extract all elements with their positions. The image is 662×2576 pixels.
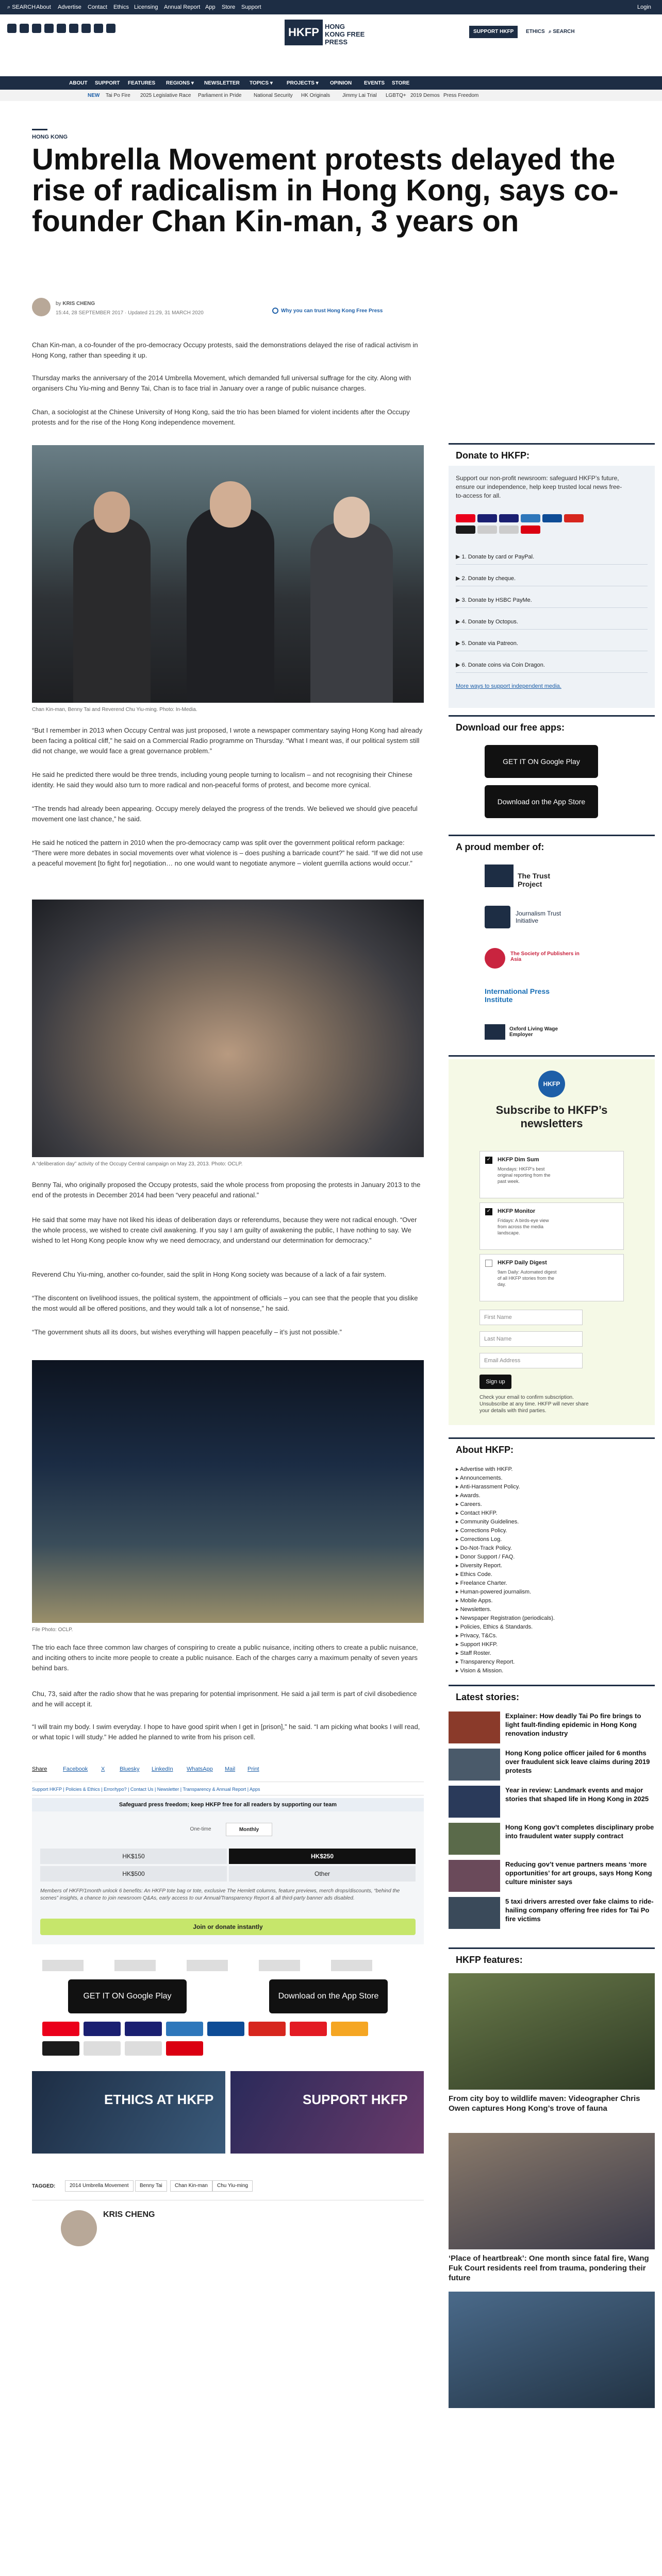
trust-icon: [272, 308, 278, 314]
nav-item-features[interactable]: FEATURES: [128, 80, 156, 86]
story-thumbnail[interactable]: [449, 1786, 500, 1818]
app-store-badge[interactable]: Download on the App Store: [485, 785, 598, 818]
nav-item-newsletter[interactable]: NEWSLETTER: [204, 80, 240, 86]
about-link[interactable]: ▸ Community Guidelines.: [456, 1519, 519, 1525]
topbar-licensing[interactable]: Licensing: [134, 4, 158, 10]
about-link[interactable]: ▸ Support HKFP.: [456, 1641, 498, 1648]
nav-item-store[interactable]: STORE: [392, 80, 410, 86]
features-title: HKFP features:: [456, 1955, 523, 1965]
trust-project-logo[interactable]: [485, 865, 514, 887]
share-facebook[interactable]: Facebook: [63, 1766, 88, 1772]
living-wage-logo[interactable]: [331, 1960, 372, 1971]
about-link[interactable]: ▸ Freelance Charter.: [456, 1580, 507, 1586]
paragraph: Chan Kin-man, a co-founder of the pro-democracy Occupy protests, said the demonstrations delayed the rise of radical activism in Hong Kong, rather than speeding it up.: [32, 341, 418, 359]
patreon-icon: [42, 2041, 79, 2056]
trending-item[interactable]: 2019 Demos: [410, 93, 440, 98]
amount-option[interactable]: HK$500: [40, 1866, 227, 1882]
visa-icon: [499, 514, 519, 522]
about-link[interactable]: ▸ Contact HKFP.: [456, 1510, 498, 1516]
story-headline[interactable]: Reducing gov’t venue partners means ‘more opportunities’ for art groups, says Hong Kong culture minister says: [505, 1860, 652, 1886]
about-link[interactable]: ▸ Announcements.: [456, 1475, 503, 1481]
patreon-icon: [456, 526, 475, 534]
story-thumbnail[interactable]: [449, 1749, 500, 1781]
signup-button[interactable]: Sign up: [479, 1375, 511, 1389]
trust-link[interactable]: Why you can trust Hong Kong Free Press: [281, 308, 383, 314]
story-thumbnail[interactable]: [449, 1860, 500, 1892]
story-headline[interactable]: Hong Kong gov’t completes disciplinary probe into fraudulent water supply contract: [505, 1823, 654, 1840]
trending-item[interactable]: Press Freedom: [443, 93, 479, 98]
topbar-contact[interactable]: Contact: [88, 4, 107, 10]
topbar-login[interactable]: Login: [637, 4, 651, 10]
paragraph: Chan, a sociologist at the Chinese University of Hong Kong, said the trio has been blamed for violent incidents after the Occupy protests and for the rise of the Hong Kong independence movement.: [32, 408, 410, 426]
author-footer-avatar[interactable]: [61, 2210, 97, 2246]
mastercard-icon: [456, 514, 475, 522]
story-thumbnail[interactable]: [449, 1823, 500, 1855]
about-title: About HKFP:: [456, 1445, 514, 1455]
payment-methods: [32, 2022, 424, 2058]
member-name[interactable]: The Trust Project: [518, 872, 551, 888]
author-footer-name[interactable]: KRIS CHENG: [103, 2210, 155, 2219]
amount-option-selected[interactable]: HK$250: [229, 1849, 416, 1864]
donation-widget: [32, 1811, 424, 1944]
article-dates: 15:44, 28 SEPTEMBER 2017 · Updated 21:29, 31 MARCH 2020: [56, 310, 204, 316]
about-link[interactable]: ▸ Corrections Policy.: [456, 1528, 507, 1534]
photo-caption: File Photo: OCLP.: [32, 1627, 73, 1633]
safeguard-banner[interactable]: Safeguard press freedom; keep HKFP free for all readers by supporting our team: [32, 1798, 424, 1811]
x-icon[interactable]: [20, 24, 29, 33]
article-category[interactable]: HONG KONG: [32, 134, 68, 140]
share-bar: [32, 1766, 424, 1776]
paragraph: Thursday marks the anniversary of the 2014 Umbrella Movement, which demanded full universal suffrage for the city. Along with organisers Chu Yiu-ming and Benny Tai, Chan is to face trial in January over a range of public nuisance charges.: [32, 374, 411, 392]
about-link[interactable]: ▸ Advertise with HKFP.: [456, 1466, 513, 1472]
feature-headline[interactable]: ‘Place of heartbreak’: One month since fatal fire, Wang Fuk Court residents reel from trauma, pondering their future: [449, 2254, 649, 2282]
about-link[interactable]: ▸ Do-Not-Track Policy.: [456, 1545, 512, 1551]
checkbox[interactable]: [485, 1260, 492, 1267]
mastercard-icon: [42, 2022, 79, 2036]
amex-icon: [521, 514, 540, 522]
main-nav: [0, 76, 662, 90]
topbar-advertise[interactable]: Advertise: [58, 4, 81, 10]
trending-item[interactable]: HK Originals: [301, 93, 330, 98]
story-thumbnail[interactable]: [449, 1711, 500, 1743]
more-ways-link[interactable]: More ways to support independent media.: [456, 683, 561, 689]
topbar-about[interactable]: About: [36, 4, 51, 10]
topbar-ethics[interactable]: Ethics: [113, 4, 129, 10]
site-logo-text[interactable]: HONG KONG FREE PRESS: [325, 23, 365, 46]
about-link[interactable]: ▸ Staff Roster.: [456, 1650, 491, 1656]
ipi-logo[interactable]: [259, 1960, 300, 1971]
photo-caption: A “deliberation day” activity of the Occupy Central campaign on May 23, 2013. Photo: OCLP.: [32, 1161, 243, 1167]
about-link[interactable]: ▸ Mobile Apps.: [456, 1598, 493, 1604]
trending-bar: [0, 90, 662, 101]
top-bar: [0, 0, 662, 14]
about-link[interactable]: ▸ Policies, Ethics & Standards.: [456, 1624, 533, 1630]
member-logos-row: [32, 1958, 424, 1973]
donate-option[interactable]: ▶ 4. Donate by Octopus.: [456, 614, 648, 630]
nav-item-topics[interactable]: TOPICS ▾: [250, 80, 273, 86]
trending-item[interactable]: Parliament in Pride: [198, 93, 242, 98]
jti-logo[interactable]: [114, 1960, 156, 1971]
about-link[interactable]: ▸ Privacy, T&Cs.: [456, 1633, 498, 1639]
first-name-input[interactable]: First Name: [479, 1310, 583, 1325]
unionpay-icon: [249, 2022, 286, 2036]
donate-option[interactable]: ▶ 2. Donate by cheque.: [456, 571, 648, 586]
hkfp-logo: HKFP: [538, 1071, 565, 1097]
paragraph: The trio each face three common law charges of conspiring to create a public nuisance, inciting others to create a public nuisance, and inciting others to incite more people to create a public nuisance. Each of the charges carry a maximum penalty of seven years behind bars.: [32, 1643, 418, 1672]
signup-note: Check your email to confirm subscription. Unsubscribe at any time. HKFP will never share your details with third parties.: [479, 1395, 589, 1414]
share-label: Share: [32, 1766, 47, 1772]
email-input[interactable]: Email Address: [479, 1353, 583, 1368]
paragraph: “The government shuts all its doors, but wishes everything will happen peacefully – it’s just not possible.”: [32, 1328, 342, 1336]
whatsapp-icon[interactable]: [94, 24, 103, 33]
feature-image[interactable]: [449, 2292, 655, 2408]
apple-pay-icon: [125, 2041, 162, 2056]
visa-icon: [125, 2022, 162, 2036]
hsbc-payme-icon: [521, 526, 540, 534]
latest-title: Latest stories:: [456, 1692, 520, 1702]
trending-item[interactable]: 2025 Legislative Race: [140, 93, 191, 98]
trending-item[interactable]: LGBTQ+: [386, 93, 406, 98]
header-search[interactable]: ⌕ SEARCH: [549, 29, 575, 35]
about-link[interactable]: ▸ Awards.: [456, 1493, 481, 1499]
author-link[interactable]: KRIS CHENG: [62, 301, 95, 307]
octopus-icon: [290, 2022, 327, 2036]
trending-label: NEW: [88, 93, 100, 98]
share-bluesky[interactable]: Bluesky: [120, 1766, 140, 1772]
gpay-icon: [477, 526, 497, 534]
donate-option[interactable]: ▶ 6. Donate coins via Coin Dragon.: [456, 657, 648, 673]
topbar-app[interactable]: App: [205, 4, 216, 10]
paragraph: He said he noticed the pattern in 2010 when the pro-democracy camp was split over the government political reform package: “There were more debates in social movements over what violence is – does pushing a barricade count?” he said. “If we did not use a peaceful movement [to fight for] negotiation… no one would want to negotiate anymore – violent guerrilla actions would occur.”: [32, 839, 423, 867]
paragraph: “The discontent on livelihood issues, the political system, the appointment of officials – you can see that the people that you dislike the most would all be offered positions, and they would talk a lot of nonsense,” he said.: [32, 1294, 418, 1312]
member-name[interactable]: Journalism Trust Initiative: [516, 910, 561, 924]
about-link[interactable]: ▸ Newsletters.: [456, 1606, 492, 1613]
story-thumbnail[interactable]: [449, 1897, 500, 1929]
google-play-badge[interactable]: GET IT ON Google Play: [485, 745, 598, 778]
last-name-input[interactable]: Last Name: [479, 1331, 583, 1347]
about-link[interactable]: ▸ Donor Support / FAQ.: [456, 1554, 515, 1560]
app-store-badge[interactable]: Download on the App Store: [269, 1979, 388, 2013]
story-headline[interactable]: Year in review: Landmark events and major stories that shaped life in Hong Kong in 2025: [505, 1786, 649, 1803]
member-name[interactable]: International Press Institute: [485, 987, 550, 1004]
support-hkfp-button[interactable]: SUPPORT HKFP: [469, 26, 518, 38]
article-photo-2: [32, 900, 424, 1157]
tab-monthly[interactable]: Monthly: [226, 1823, 272, 1836]
unionpay-icon: [564, 514, 584, 522]
byline: by KRIS CHENG: [56, 301, 95, 307]
ethics-promo-banner[interactable]: ETHICS AT HKFP: [32, 2071, 225, 2154]
paragraph: “But I remember in 2013 when Occupy Central was just proposed, I wrote a newspaper commentary saying Hong Kong had already been facing a political cliff,” he said on a Commercial Radio programme on Thursday. “What I meant was, if our political system still did not change, we would face a great governance problem.”: [32, 726, 423, 755]
share-print[interactable]: Print: [247, 1766, 259, 1772]
site-logo[interactable]: HKFP: [285, 20, 323, 45]
donate-option[interactable]: ▶ 3. Donate by HSBC PayMe.: [456, 592, 648, 608]
paragraph: Benny Tai, who originally proposed the Occupy protests, said the whole process from proposing the protests in January 2013 to the end of the protests in December 2014 had been “very peaceful and rational.”: [32, 1181, 421, 1199]
tag[interactable]: 2014 Umbrella Movement: [65, 2180, 134, 2192]
instagram-icon[interactable]: [32, 24, 41, 33]
tag[interactable]: Chan Kin-man: [170, 2180, 212, 2192]
ethics-link[interactable]: ETHICS: [526, 29, 545, 35]
hsbc-payme-icon: [166, 2041, 203, 2056]
paragraph: He said he predicted there would be three trends, including young people turning to localism – and not recognising their Chinese identity. He said they would also turn to more radical and non-peaceful forms of protest, and become more cynical.: [32, 771, 412, 789]
threads-icon[interactable]: [81, 24, 91, 33]
about-link[interactable]: ▸ Diversity Report.: [456, 1563, 502, 1569]
tag[interactable]: Chu Yiu-ming: [212, 2180, 253, 2192]
donate-option[interactable]: ▶ 5. Donate via Patreon.: [456, 636, 648, 651]
about-link[interactable]: ▸ Human-powered journalism.: [456, 1589, 532, 1595]
trust-project-logo[interactable]: [42, 1960, 84, 1971]
feature-image[interactable]: [449, 2133, 655, 2249]
about-link[interactable]: ▸ Vision & Mission.: [456, 1668, 504, 1674]
about-links-list: [456, 1465, 647, 1675]
join-donate-button[interactable]: Join or donate instantly: [40, 1919, 416, 1935]
linkedin-icon[interactable]: [57, 24, 66, 33]
share-x[interactable]: X: [101, 1766, 105, 1772]
about-link[interactable]: ▸ Ethics Code.: [456, 1571, 492, 1578]
apple-pay-icon: [499, 526, 519, 534]
paragraph: He said that some may have not liked his ideas of deliberation days or referendums, because they were not radical enough. “Over the whole process, we wished to create civil awakening. If you say I am guilty of awakening the public, I have nothing to say. We wished to let Hong Kong people know why we need democracy, and understand our determination for democracy.”: [32, 1216, 417, 1244]
feature-image[interactable]: [449, 1973, 655, 2090]
about-link[interactable]: ▸ Anti-Harassment Policy.: [456, 1484, 520, 1490]
newsletter-option[interactable]: HKFP Daily Digest 9am Daily: Automated digest of all HKFP stories from the day.: [479, 1254, 624, 1301]
about-link[interactable]: ▸ Corrections Log.: [456, 1536, 502, 1543]
member-benefits: Members of HKFP/1month unlock 6 benefits: An HKFP tote bag or tote, exclusive The Hemlett columns, feature previews, merch drops/discounts, “behind the scenes” insights, a chance to join newsroom Q&As, early access to our Annual/Transparency Report & all third-party banner ads disabled.: [40, 1888, 400, 1901]
living-wage-logo[interactable]: [485, 1024, 505, 1040]
tab-one-time[interactable]: One-time: [190, 1826, 211, 1832]
checkbox-checked[interactable]: ✓: [485, 1157, 492, 1164]
member-name[interactable]: Oxford Living Wage Employer: [509, 1026, 558, 1038]
feature-headline[interactable]: From city boy to wildlife maven: Videographer Chris Owen captures Hong Kong’s trove of fauna: [449, 2094, 640, 2113]
gpay-icon: [84, 2041, 121, 2056]
site-header: [0, 14, 662, 76]
newsletter-option[interactable]: ✓ HKFP Monitor Fridays: A birds-eye view from across the media landscape.: [479, 1202, 624, 1250]
story-headline[interactable]: Hong Kong police officer jailed for 6 months over fraudulent sick leave claims during 2019 protests: [505, 1749, 650, 1774]
search-link[interactable]: ⌕ SEARCH: [7, 4, 36, 10]
donate-payment-icons: [456, 514, 631, 535]
paypal-icon: [84, 2022, 121, 2036]
nav-item-about[interactable]: ABOUT: [69, 80, 88, 86]
youtube-icon[interactable]: [44, 24, 54, 33]
photo-caption: Chan Kin-man, Benny Tai and Reverend Chu Yiu-ming. Photo: In-Media.: [32, 707, 197, 713]
paragraph: “I will train my body. I swim everyday. I hope to have good spirit when I get in [prison],” he said. “I am picking what books I will read, or what topic I will study.” He added he planned to write from his prison cell.: [32, 1723, 420, 1741]
article-photo-3: [32, 1360, 424, 1623]
member-title: A proud member of:: [456, 842, 544, 852]
nav-item-projects[interactable]: PROJECTS ▾: [287, 80, 319, 86]
donate-text: Support our non-profit newsroom: safeguard HKFP’s future, ensure our independence, help keep trusted local news free-to-access for all.: [456, 474, 622, 499]
nav-item-regions[interactable]: REGIONS ▾: [166, 80, 194, 86]
jcb-icon: [207, 2022, 244, 2036]
telegram-icon[interactable]: [69, 24, 78, 33]
sopa-logo[interactable]: [187, 1960, 228, 1971]
trending-item[interactable]: Jimmy Lai Trial: [342, 93, 377, 98]
story-headline[interactable]: 5 taxi drivers arrested over fake claims to ride-hailing company offering free rides for Tai Po fire victims: [505, 1897, 654, 1923]
paragraph: Chu, 73, said after the radio show that he was preparing for potential imprisonment. He said a jail term is part of civil disobedience and he will accept it.: [32, 1690, 417, 1708]
newsletter-option[interactable]: ✓ HKFP Dim Sum Mondays: HKFP’s best original reporting from the past week.: [479, 1151, 624, 1198]
about-link[interactable]: ▸ Careers.: [456, 1501, 482, 1507]
paypal-icon: [477, 514, 497, 522]
donate-title: Donate to HKFP:: [456, 450, 529, 461]
jti-logo[interactable]: [485, 906, 510, 928]
newsletter-title: Subscribe to HKFP’s newsletters: [495, 1104, 608, 1130]
checkbox-checked[interactable]: ✓: [485, 1208, 492, 1215]
trending-item[interactable]: National Security: [254, 93, 293, 98]
author-avatar[interactable]: [32, 298, 51, 316]
apps-title: Download our free apps:: [456, 722, 565, 733]
rss-icon[interactable]: [106, 24, 115, 33]
nav-item-events[interactable]: EVENTS: [364, 80, 385, 86]
share-linkedin[interactable]: LinkedIn: [152, 1766, 173, 1772]
article-photo-1: [32, 445, 424, 703]
tag[interactable]: Benny Tai: [135, 2180, 167, 2192]
amount-option-other[interactable]: Other: [229, 1866, 416, 1882]
about-link[interactable]: ▸ Newspaper Registration (periodicals).: [456, 1615, 555, 1621]
nav-item-opinion[interactable]: OPINION: [330, 80, 352, 86]
share-mail[interactable]: Mail: [225, 1766, 236, 1772]
nav-item-support[interactable]: SUPPORT: [95, 80, 120, 86]
article-title: Umbrella Movement protests delayed the rise of radicalism in Hong Kong, says co-founder Chan Kin-man, 3 years on: [32, 143, 619, 238]
google-play-badge[interactable]: GET IT ON Google Play: [68, 1979, 187, 2013]
amount-option[interactable]: HK$150: [40, 1849, 227, 1864]
donate-option[interactable]: ▶ 1. Donate by card or PayPal.: [456, 549, 648, 565]
share-whatsapp[interactable]: WhatsApp: [187, 1766, 213, 1772]
member-name[interactable]: The Society of Publishers in Asia: [510, 951, 580, 962]
about-link[interactable]: ▸ Transparency Report.: [456, 1659, 515, 1665]
topbar-store[interactable]: Store: [222, 4, 236, 10]
paragraph: “The trends had already been appearing. Occupy merely delayed the progress of the trends. We believed we should give peaceful movement one last chance,” he said.: [32, 805, 418, 823]
footer-links[interactable]: Support HKFP | Policies & Ethics | Error/typo? | Contact Us | Newsletter | Transparency & Annual Report | Apps: [32, 1787, 260, 1792]
category-rule: [32, 129, 47, 130]
bitcoin-icon: [331, 2022, 368, 2036]
paragraph: Reverend Chu Yiu-ming, another co-founder, said the split in Hong Kong society was because of a lack of a fair system.: [32, 1270, 387, 1278]
facebook-icon[interactable]: [7, 24, 16, 33]
story-headline[interactable]: Explainer: How deadly Tai Po fire brings to light fault-finding epidemic in Hong Kong renovation industry: [505, 1712, 641, 1737]
sopa-logo[interactable]: [485, 948, 505, 969]
tagged-label: TAGGED:: [32, 2183, 56, 2189]
trending-item[interactable]: Tai Po Fire: [106, 93, 130, 98]
topbar-annual-report[interactable]: Annual Report: [164, 4, 201, 10]
jcb-icon: [542, 514, 562, 522]
amex-icon: [166, 2022, 203, 2036]
support-promo-banner[interactable]: SUPPORT HKFP: [230, 2071, 424, 2154]
topbar-support[interactable]: Support: [241, 4, 261, 10]
